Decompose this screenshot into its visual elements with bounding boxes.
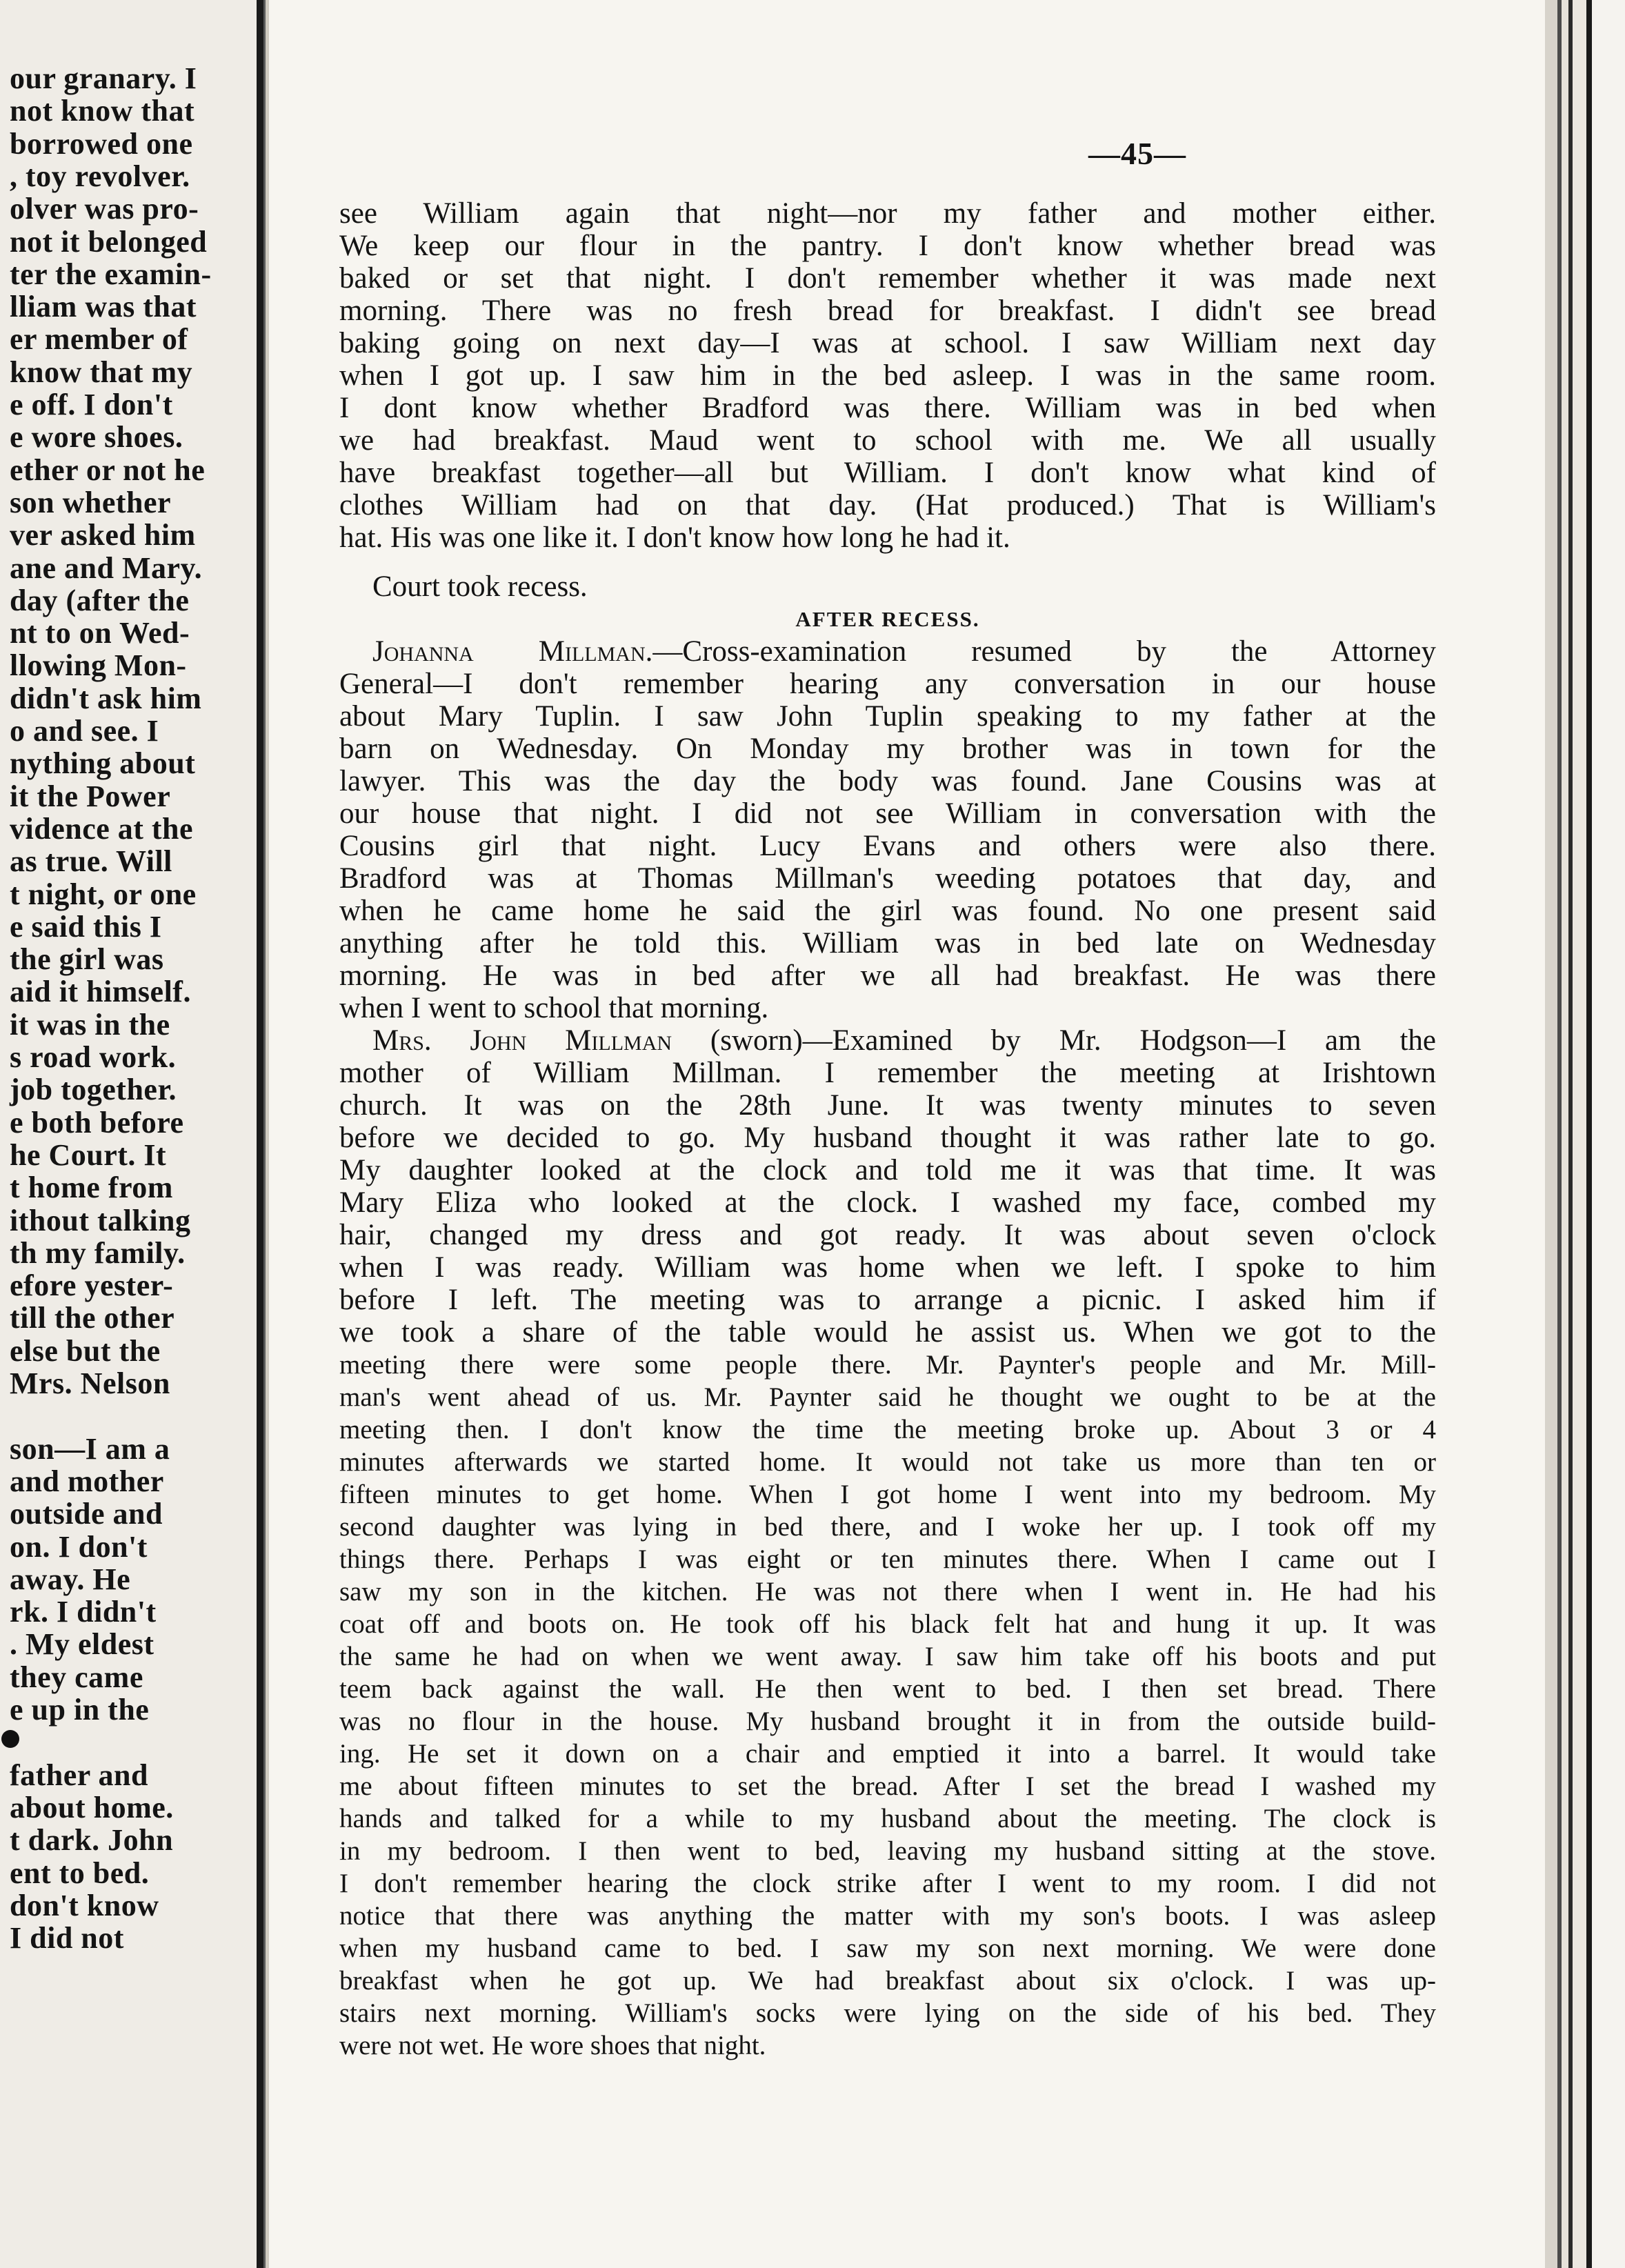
left-fragment-line: efore yester- xyxy=(10,1269,174,1303)
left-fragment-line: llowing Mon- xyxy=(10,648,187,683)
text-line: We keep our flour in the pantry. I don't know whether bread was xyxy=(339,230,1436,262)
left-fragment-line: till the other xyxy=(10,1301,175,1335)
text-line: about Mary Tuplin. I saw John Tuplin speaking to my father at the xyxy=(339,700,1436,733)
left-fragment-line: they came xyxy=(10,1660,143,1694)
left-fragment-line: s road work. xyxy=(10,1040,177,1074)
text-line: when I got up. I saw him in the bed asleep. I was in the same room. xyxy=(339,359,1436,392)
text-line: coat off and boots on. He took off his black felt hat and hung it up. It was xyxy=(339,1609,1436,1639)
text-line: was no flour in the house. My husband brought it in from the outside build- xyxy=(339,1707,1436,1736)
text-line: when he came home he said the girl was found. No one present said xyxy=(339,895,1436,927)
text-line-rest: (sworn)—Examined by Mr. Hodgson—I am the xyxy=(672,1024,1436,1057)
left-fragment-line: day (after the xyxy=(10,583,190,617)
left-fragment-line: not it belonged xyxy=(10,224,208,259)
left-fragment-line: lliam was that xyxy=(10,290,197,324)
left-fragment-line: . My eldest xyxy=(10,1627,154,1662)
left-fragment-line: job together. xyxy=(10,1073,177,1107)
text-line: have breakfast together—all but William. I don't know what kind of xyxy=(339,457,1436,489)
left-fragment-line: our granary. I xyxy=(10,61,197,95)
left-fragment-line: vidence at the xyxy=(10,811,194,846)
left-fragment-line: son—I am a xyxy=(10,1431,170,1466)
text-line: second daughter was lying in bed there, and I woke her up. I took off my xyxy=(339,1512,1436,1542)
left-fragment-line: on. I don't xyxy=(10,1529,148,1564)
left-fragment-line: t dark. John xyxy=(10,1823,174,1858)
text-line: teem back against the wall. He then went to bed. I then set bread. There xyxy=(339,1674,1436,1704)
text-line: I don't remember hearing the clock strike after I went to my room. I did not xyxy=(339,1869,1436,1898)
text-line: Cousins girl that night. Lucy Evans and others were also there. xyxy=(339,830,1436,862)
text-line: when I went to school that morning. xyxy=(339,992,769,1024)
text-line: I dont know whether Bradford was there. William was in bed when xyxy=(339,392,1436,424)
text-line: we took a share of the table would he assist us. When we got to the xyxy=(339,1316,1436,1349)
text-line: meeting there were some people there. Mr. Paynter's people and Mr. Mill- xyxy=(339,1350,1436,1380)
ink-blot-mark xyxy=(1,1730,19,1748)
text-line: before we decided to go. My husband thought it was rather late to go. xyxy=(339,1122,1436,1154)
left-fragment-line: e up in the xyxy=(10,1693,150,1727)
left-fragment-line: t home from xyxy=(10,1171,173,1205)
left-fragment-line: olver was pro- xyxy=(10,192,199,226)
text-line: General—I don't remember hearing any conversation in our house xyxy=(339,668,1436,700)
left-fragment-line: e both before xyxy=(10,1105,184,1140)
left-fragment-line: father and xyxy=(10,1758,148,1792)
text-line: My daughter looked at the clock and told me it was that time. It was xyxy=(339,1154,1436,1186)
left-fragment-line: away. He xyxy=(10,1562,131,1596)
left-fragment-line: it was in the xyxy=(10,1007,170,1042)
text-line: barn on Wednesday. On Monday my brother was in town for the xyxy=(339,733,1436,765)
left-fragment-line: borrowed one xyxy=(10,126,193,161)
left-fragment-line: Mrs. Nelson xyxy=(10,1366,170,1400)
left-fragment-line: ane and Mary. xyxy=(10,550,203,585)
page-gutter xyxy=(257,0,269,2268)
section-heading: AFTER RECESS. xyxy=(795,607,980,631)
left-fragment-line: don't know xyxy=(10,1888,159,1922)
left-fragment-line: son whether xyxy=(10,485,172,519)
left-fragment-line: er member of xyxy=(10,322,188,357)
text-line xyxy=(339,1024,1436,1057)
text-line: we had breakfast. Maud went to school with me. We all usually xyxy=(339,424,1436,457)
text-line: things there. Perhaps I was eight or ten minutes there. When I came out I xyxy=(339,1544,1436,1574)
left-fragment-line: and mother xyxy=(10,1464,164,1498)
text-line-rest: —Cross-examination resumed by the Attorney xyxy=(652,635,1436,668)
text-line: before I left. The meeting was to arrange a picnic. I asked him if xyxy=(339,1284,1436,1316)
left-fragment-line: about home. xyxy=(10,1790,174,1824)
witness-name: Mrs. John Millman xyxy=(372,1024,672,1057)
text-line: saw my son in the kitchen. He was not there when I went in. He had his xyxy=(339,1577,1436,1606)
page-edge xyxy=(1545,0,1625,2268)
text-line: Bradford was at Thomas Millman's weeding potatoes that day, and xyxy=(339,862,1436,895)
text-line: our house that night. I did not see William in conversation with the xyxy=(339,797,1436,830)
text-line: lawyer. This was the day the body was found. Jane Cousins was at xyxy=(339,765,1436,797)
text-line: minutes afterwards we started home. It would not take us more than ten or xyxy=(339,1447,1436,1477)
text-line: hands and talked for a while to my husband about the meeting. The clock is xyxy=(339,1804,1436,1833)
left-fragment-line: e off. I don't xyxy=(10,388,173,421)
text-line: church. It was on the 28th June. It was twenty minutes to seven xyxy=(339,1089,1436,1122)
left-fragment-line: outside and xyxy=(10,1497,163,1531)
text-line: when my husband came to bed. I saw my son next morning. We were done xyxy=(339,1933,1436,1963)
left-fragment-line: the girl was xyxy=(10,942,164,977)
text-line: in my bedroom. I then went to bed, leaving my husband sitting at the stove. xyxy=(339,1836,1436,1866)
text-line: see William again that night—nor my father and mother either. xyxy=(339,197,1436,230)
left-fragment-line: it the Power xyxy=(10,779,171,813)
left-fragment-line: ver asked him xyxy=(10,518,196,553)
text-line: me about fifteen minutes to set the bread. After I set the bread I washed my xyxy=(339,1771,1436,1801)
text-line: hat. His was one like it. I don't know how long he had it. xyxy=(339,521,1010,554)
left-fragment-line: rk. I didn't xyxy=(10,1595,157,1629)
text-line: man's went ahead of us. Mr. Paynter said he thought we ought to be at the xyxy=(339,1382,1436,1412)
left-fragment-line: aid it himself. xyxy=(10,975,191,1009)
text-line: were not wet. He wore shoes that night. xyxy=(339,2031,766,2060)
text-line: hair, changed my dress and got ready. It was about seven o'clock xyxy=(339,1219,1436,1251)
spacer xyxy=(339,554,1436,570)
text-line: clothes William had on that day. (Hat produced.) That is William's xyxy=(339,489,1436,521)
text-line: notice that there was anything the matter with my son's boots. I was asleep xyxy=(339,1901,1436,1931)
left-fragment-line: as true. Will xyxy=(10,844,172,879)
main-text xyxy=(339,197,1436,2062)
left-fragment-line: , toy revolver. xyxy=(10,159,190,193)
left-fragment-line: o and see. I xyxy=(10,714,159,748)
left-page-fragment xyxy=(0,0,257,2268)
text-line: stairs next morning. William's socks were lying on the side of his bed. They xyxy=(339,1998,1436,2028)
page-number: —45— xyxy=(1088,136,1186,171)
left-fragment-line: nything about xyxy=(10,746,196,781)
text-line: breakfast when he got up. We had breakfast about six o'clock. I was up- xyxy=(339,1966,1436,1996)
text-line: ing. He set it down on a chair and emptied it into a barrel. It would take xyxy=(339,1739,1436,1769)
left-fragment-line: I did not xyxy=(10,1921,124,1956)
witness-name: Johanna Millman. xyxy=(372,635,653,668)
text-line: meeting then. I don't know the time the meeting broke up. About 3 or 4 xyxy=(339,1415,1436,1444)
text-line: when I was ready. William was home when we left. I spoke to him xyxy=(339,1251,1436,1284)
text-line: morning. There was no fresh bread for breakfast. I didn't see bread xyxy=(339,295,1436,327)
left-fragment-line: not know that xyxy=(10,94,195,128)
text-line: Mary Eliza who looked at the clock. I washed my face, combed my xyxy=(339,1186,1436,1219)
text-line xyxy=(339,635,1436,668)
text-line: baked or set that night. I don't remember whether it was made next xyxy=(339,262,1436,295)
left-fragment-line: he Court. It xyxy=(10,1137,167,1172)
left-fragment-line: ithout talking xyxy=(10,1203,191,1237)
left-fragment-line: didn't ask him xyxy=(10,681,202,715)
text-line: anything after he told this. William was in bed late on Wednesday xyxy=(339,927,1436,959)
left-fragment-line: nt to on Wed- xyxy=(10,616,190,650)
left-fragment-line: th my family. xyxy=(10,1235,186,1270)
text-line: baking going on next day—I was at school. I saw William next day xyxy=(339,327,1436,359)
left-fragment-line: e said this I xyxy=(10,909,162,944)
recess-line: Court took recess. xyxy=(372,570,588,603)
left-fragment-line: ter the examin- xyxy=(10,257,212,291)
left-fragment-line: know that my xyxy=(10,355,193,389)
left-fragment-line: t night, or one xyxy=(10,877,197,911)
text-line: mother of William Millman. I remember the meeting at Irishtown xyxy=(339,1057,1436,1089)
text-line: morning. He was in bed after we all had breakfast. He was there xyxy=(339,959,1436,992)
text-line: fifteen minutes to get home. When I got home I went into my bedroom. My xyxy=(339,1480,1436,1509)
left-fragment-line: else but the xyxy=(10,1333,161,1368)
left-fragment-line: ent to bed. xyxy=(10,1856,150,1890)
left-fragment-line: e wore shoes. xyxy=(10,420,183,455)
left-fragment-line: ether or not he xyxy=(10,452,206,487)
text-line: the same he had on when we went away. I saw him take off his boots and put xyxy=(339,1642,1436,1671)
